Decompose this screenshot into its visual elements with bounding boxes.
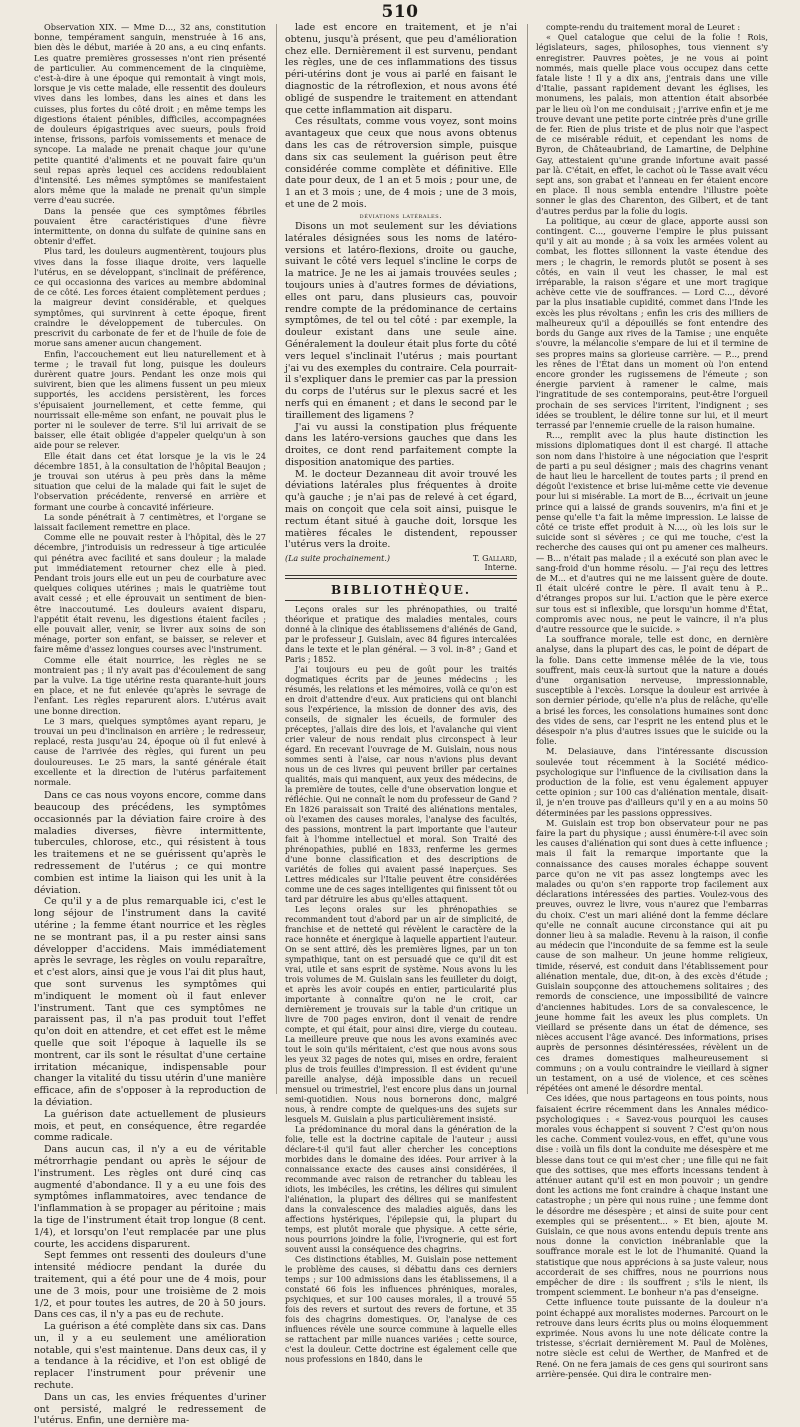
paragraph: Dans un cas, les envies fréquentes d'uriner ont persisté, malgré le redressement de l'utérus. Enfin, une dernière ma- bbox=[34, 1391, 266, 1427]
paragraph: Enfin, l'accouchement eut lieu naturellement et à terme ; le travail fut long, puisque les douleurs durèrent quatre jours. Pendant les onze mois qui suivirent, bien que les alimens fussent un peu mieux supportés, les accidens persistèrent, les forces s'épuisaient journellement, et cette femme, qui nourrissait elle-même son enfant, ne pouvait plus le porter ni le soulever de terre. S'il lui arrivait de se baisser, elle était obligée d'appeler quelqu'un à son aide pour se relever. bbox=[34, 348, 266, 451]
book-citation: Leçons orales sur les phrénopathies, ou traité théorique et pratique des maladies mentales, cours donné à la clinique des établissemens d'aliénés de Gand, par le professeur J. Guislain, avec 84 figures intercalées dans le texte et le plan général. — 3 vol. in-8° ; Gand et Paris ; 1852. bbox=[285, 605, 517, 665]
paragraph: Elle était dans cet état lorsque je la vis le 24 décembre 1851, à la consultation de l'hôpital Beaujon ; je trouvai son utérus à peu près dans la même situation que celui de la malade qui fait le sujet de l'observation précédente, renversé en arrière et formant une courbe à concavité inférieure. bbox=[34, 450, 266, 512]
section-heading: déviations latérales. bbox=[359, 210, 443, 220]
section-title: BIBLIOTHÈQUE. bbox=[330, 583, 472, 598]
paragraph: Le 3 mars, quelques symptômes ayant reparu, je trouvai un peu d'inclinaison en arrière ; le redresseur, replacé, resta jusqu'au 24, époque où il fut enlevé à cause de l'arrivée des règles, qui furent un peu douloureuses. Le 25 mars, la santé générale était excellente et la direction de l'utérus parfaitement normale. bbox=[34, 715, 266, 788]
paragraph: Dans ce cas nous voyons encore, comme dans beaucoup des précédens, les symptômes occasionnés par la déviation faire croire à des maladies diverses, fièvre intermittente, tubercules, chlorose, etc., qui résistent à tous les traitemens et ne se guérissent qu'après le redressement de l'utérus ; ce qui montre combien est intime la liaison qui les unit à la déviation. bbox=[34, 790, 266, 896]
paragraph: La sonde pénétrait à 7 centimètres, et l'organe se laissait facilement remettre en place. bbox=[34, 511, 266, 532]
paragraph: Dans aucun cas, il n'y a eu de véritable métrorrhagie pendant ou après le séjour de l'instrument. Les règles ont duré cinq cas augmenté d'abondance. Il y a eu une fois des symptômes inflammatoires, avec tendance de l'inflammation à se propager au péritoine ; mais la tige de l'instrument était trop longue (8 cent. 1/4), et lorsqu'on l'eut remplacée par une plus courte, les accidens disparurent. bbox=[34, 1144, 266, 1250]
paragraph: M. Delasiauve, dans l'intéressante discussion soulevée tout récemment à la Société médico-psychologique sur l'influence de la civilisation dans la production de la folie, est venu également appuyer cette opinion ; sur 100 cas d'aliénation mentale, disait-il, je n'en trouve pas d'ailleurs qu'il y en a au moins 50 déterminées par les passions oppressives. bbox=[536, 746, 768, 818]
column-right bbox=[536, 22, 768, 1379]
paragraph: Ce qu'il y a de plus remarquable ici, c'est le long séjour de l'instrument dans la cavité utérine ; la femme étant nourrice et les règles ne se montrant pas, il a pu rester ainsi sans développer d'accidens. Mais immédiatement après le sevrage, les règles on voulu reparaître, et c'est alors, ainsi que je vous l'ai dit plus haut, que sont survenus les symptômes qui m'indiquent le moment où il faut enlever l'instrument. Tant que ces symptômes ne paraissent pas, il n'a pas produit tout l'effet qu'on doit en attendre, et cet effet est le même quelle que soit l'époque à laquelle ils se montrent, car ils sont le résultat d'une certaine irritation mécanique, indispensable pour changer la vitalité du tissu utérin d'une manière efficace, afin de s'opposer à la reproduction de la déviation. bbox=[34, 896, 266, 1108]
signature bbox=[473, 554, 517, 572]
divider bbox=[285, 600, 517, 601]
paragraph: R..., remplit avec la plus haute distinction les missions diplomatiques dont il est chargé. Il attache son nom dans l'histoire à une négociation que l'esprit de parti a pu seul désigner ; mais des chagrins venant de haut lieu le harcellent de toutes parts ; il prend en dégoût l'existence et brise lui-même cette vie devenue pour lui si misérable. La mort de B..., écrivait un jeune prince qui a laissé de grands souvenirs, m'a fini et je pense qu'elle t'a fait la même impression. Le laisse de côté ce triste effet produit à N...., où les lois sur le suicide sont si sévères ; ce qui me touche, c'est la recherche des causes qui ont pu amener ces malheurs. — B... n'était pas malade ; il a exécuté son plan avec le sang-froid d'un homme résolu. — J'ai reçu des lettres de M... et d'autres qui ne me laissent guère de doute. Il était ulcéré contre le père. Il avait tenu à P... d'étranges propos sur lui. L'action que le père exerce sur tous est si inflexible, que lorsqu'un homme d'État, compromis avec nous, ne peut le vaincre, il n'a plus d'autre ressource que le suicide. » bbox=[536, 430, 768, 634]
paragraph: La guérison a été complète dans six cas. Dans un, il y a eu seulement une amélioration notable, qui s'est maintenue. Dans deux cas, il y a tendance à la récidive, et l'on est obligé de replacer l'instrument pour prévenir une rechute. bbox=[34, 1321, 266, 1392]
paragraph: M. le docteur Dezanneau dit avoir trouvé les déviations latérales plus fréquentes à droite qu'à gauche ; je n'ai pas de relevé à cet égard, mais on conçoit que cela soit ainsi, puisque le rectum étant situé à gauche doit, lorsque les matières fécales le distendent, repousser l'utérus vers la droite. bbox=[285, 468, 517, 551]
column-left bbox=[34, 22, 266, 1427]
page-number: 510 bbox=[381, 2, 419, 22]
column-divider bbox=[276, 24, 277, 1094]
paragraph: J'ai toujours eu peu de goût pour les traités dogmatiques écrits par de jeunes médecins ; les résumés, les relations et les mémoires, voilà ce qu'on est en droit d'attendre d'eux. Aux praticiens qui ont blanchi sous l'expérience, la mission de donner des avis, des conseils, de signaler les écueils, de formuler des préceptes, j'allais dire des lois, et l'avalanche qui vient crier valeur de nous rendait plus circonspect à leur égard. En recevant l'ouvrage de M. Guislain, nous nous sommes senti à l'aise, car nous n'avions plus devant nous un de ces livres qui peuvent briller par certaines qualités, mais qui manquent, aux yeux des médecins, de la première de toutes, celle d'une observation longue et réfléchie. Qui ne connaît le nom du professeur de Gand ? En 1826 paraissait son Traité des aliénations mentales, où l'examen des causes morales, l'analyse des facultés, des passions, montrent la part importante que l'auteur fait à l'homme intellectuel et moral. Son Traité des phrénopathies, publié en 1833, renferme les germes d'une bonne classification et des descriptions de variétés de folies qui avaient passé inaperçues. Ses Lettres médicales sur l'Italie peuvent être considérées comme une de ces sages intelligentes qui finissent tôt ou tard par détruire les abus qu'elles attaquent. bbox=[285, 665, 517, 905]
paragraph: La guérison date actuellement de plusieurs mois, et peut, en conséquence, être regardée comme radicale. bbox=[34, 1108, 266, 1144]
author-title: Interne. bbox=[484, 563, 517, 573]
paragraph: lade est encore en traitement, et je n'ai obtenu, jusqu'à présent, que peu d'amélioration chez elle. Dernièrement il est survenu, pendant les règles, une de ces inflammations des tissus péri-utérins dont je vous ai parlé en faisant le diagnostic de la rétroflexion, et nous avons été obligé de suspendre le traitement en attendant que cette inflammation ait disparu. bbox=[285, 22, 517, 116]
paragraph: Comme elle ne pouvait rester à l'hôpital, dès le 27 décembre, j'introduisis un redresseur à tige articulée qui pénétra avec facilité et sans douleur ; la malade put immédiatement retourner chez elle à pied. Pendant trois jours elle eut un peu de courbature avec quelques coliques utérines ; mais le quatrième tout avait cessé ; et elle éprouvait un sentiment de bien-être inaccoutumé. Les douleurs avaient disparu, l'appétit était revenu, les digestions étaient faciles ; elle pouvait aller, venir, se livrer aux soins de son ménage, porter son enfant, se baisser, se relever et faire même d'assez longues courses avec l'instrument. bbox=[34, 532, 266, 655]
divider bbox=[285, 578, 517, 579]
paragraph: Sept femmes ont ressenti des douleurs d'une intensité médiocre pendant la durée du traitement, qui a été pour une de 4 mois, pour une de 3 mois, pour une troisième de 2 mois 1/2, et pour toutes les autres, de 20 à 50 jours. Dans ces cas, il n'y a pas eu de rechute. bbox=[34, 1250, 266, 1321]
paragraph: J'ai vu aussi la constipation plus fréquente dans les latéro-versions gauches que dans les droites, ce dont rend parfaitement compte la disposition anatomique des parties. bbox=[285, 421, 517, 468]
paragraph: Ces idées, que nous partageons en tous points, nous faisaient écrire récemment dans les Annales médico-psychologiques : « Savez-vous pourquoi les causes morales vous échappent si souvent ? C'est qu'on nous les cache. Comment voulez-vous, en effet, qu'une vous dise : voilà un fils dont la conduite me désespère et me blesse dans tout ce qui m'est cher ; une fille qui ne fait que des sottises, que mes efforts incessans tendent à atténuer autant qu'il est en mon pouvoir ; un gendre dont les actions me font craindre à chaque instant une catastrophe ; un père qui nous ruine ; une femme dont le désordre me désespère ; et ainsi de suite pour cent exemples qui se présentent... » Et bien, ajoute M. Guislain, ce que nous avons entendu depuis trente ans nous donne la conviction inébranlable que la souffrance morale est le lot de l'humanité. Quand la statistique que nous apprécions à sa juste valeur, nous accorderait de ses chiffres, nous ne pourrions nous empêcher de dire : ils souffrent ; s'ils le nient, ils trompent sciemment. Le bonheur n'a pas d'enseigne. bbox=[536, 1093, 768, 1298]
divider bbox=[285, 575, 517, 576]
column-middle bbox=[285, 22, 517, 1365]
observation-paragraph: Observation XIX. — Mme D..., 32 ans, constitution bonne, tempérament sanguin, menstruée à 16 ans, bien dès le début, mariée à 20 ans, a eu cinq enfants. Les quatre premières grossesses n'ont rien présenté de particulier. Au commencement de la cinquième, c'est-à-dire à une époque qui remontait à vingt mois, lorsque je vis cette malade, elle ressentit des douleurs vives dans les lombes, dans les aines et dans les cuisses, plus fortes du côté droit ; en même temps les digestions étaient pénibles, difficiles, accompagnées de douleurs épigastriques avec sueurs, pouls froid intense, frissons, parfois vomissements et menace de syncope. La malade ne prenait chaque jour qu'une petite quantité d'aliments et ne pouvait faire qu'un seul repas après lequel ces accidens redoublaient d'intensité. Les mêmes symptômes se manifestaient alors même que la malade ne prenait qu'un simple verre d'eau sucrée. bbox=[34, 22, 266, 206]
paragraph: Ces résultats, comme vous voyez, sont moins avantageux que ceux que nous avons obtenus dans les cas de rétroversion simple, puisque dans six cas seulement la guérison peut être considérée comme complète et définitive. Elle date pour deux, de 1 an et 5 mois ; pour une, de 1 an et 3 mois ; une, de 4 mois ; une de 3 mois, et une de 2 mois. bbox=[285, 116, 517, 210]
paragraph: Cette influence toute puissante de la douleur n'a point échappé aux moralistes modernes. Parcourt on le retrouve dans leurs écrits plus ou moins éloquemment exprimée. Nous avons lu une note délicate contre la tristesse, s'écriait dernièrement M. Paul de Molènes, notre siècle est celui de Werther, de Manfred et de René. On ne fera jamais de ces gens qui souriront sans arrière-pensée. Qui dira le contraire men- bbox=[536, 1297, 768, 1379]
quote-paragraph: « Quel catalogue que celui de la folie ! Rois, législateurs, sages, philosophes, tous viennent s'y enregistrer. Pauvres poètes, je ne vous ai point nommés, mais quelle place vous occupez dans cette fatale liste ! Il y a dix ans, j'entrais dans une ville d'Italie, passant rapidement devant les églises, les monumens, les palais, mon attention était absorbée par le lieu où l'on me conduisait ; j'arrive enfin et je me trouve devant une petite porte cintrée près d'une grille de fer. Rien de plus triste et de plus noir que l'aspect de ce misérable réduit, et cependant les noms de Byron, de Châteaubriand, de Lamartine, de Delphine Gay, attestaient qu'une grande infortune avait passé par là. C'était, en effet, le cachot où le Tasse avait vécu sept ans, son grabat et l'anneau en fer étaient encore en place. Il nous sembla entendre l'illustre poète sonner le glas des Charenton, des Gilbert, et de tant d'autres perdus par la folie du logis. bbox=[536, 32, 768, 216]
author-name: T. Gallard, bbox=[472, 554, 517, 564]
paragraph: La souffrance morale, telle est donc, en dernière analyse, dans la plupart des cas, le point de départ de la folie. Dans cette immense mêlée de la vie, tous souffrent, mais ceux-là surtout que la nature a doués d'une organisation nerveuse, impressionnable, susceptible à l'excès. Lorsque la douleur est arrivée à son dernier période, qu'elle n'a plus de relâche, qu'elle a brisé les forces, les consolations humaines sont donc des vides de sens, car l'esprit ne les entend plus et le désespoir n'a plus d'autres issues que le suicide ou la folie. bbox=[536, 634, 768, 747]
paragraph: compte-rendu du traitement moral de Leuret : bbox=[546, 22, 741, 32]
paragraph: Ces distinctions établies, M. Guislain pose nettement le problème des causes, si débattu dans ces derniers temps ; sur 100 admissions dans les établissemens, il a constaté 66 fois les influences phréniques, morales, psychiques, et sur 100 causes morales, il a trouvé 55 fois des revers et surtout des revers de fortune, et 35 fois des chagrins domestiques. Or, l'analyse de ces influences révèle une source commune à laquelle elles se rattachent par mille nuances variées ; cette source, c'est la douleur. Cette doctrine est également celle que nous professions en 1840, dans le bbox=[285, 1255, 517, 1365]
paragraph: Comme elle était nourrice, les règles ne se montraient pas ; il n'y avait pas d'écoulement de sang par la vulve. La tige utérine resta quarante-huit jours en place, et ne fut enlevée qu'après le sevrage de l'enfant. Les règles reparurent alors. L'utérus avait une bonne direction. bbox=[34, 654, 266, 716]
article-footer bbox=[285, 554, 517, 572]
paragraph: Disons un mot seulement sur les déviations latérales désignées sous les noms de latéro-versions et latéro-flexions, droite ou gauche, suivant le côté vers lequel s'incline le corps de la matrice. Je ne les ai jamais trouvées seules ; toujours unies à d'autres formes de déviations, elles ont paru, dans plusieurs cas, pouvoir rendre compte de la prédominance de certains symptômes, de tel ou tel côté : par exemple, la douleur existant dans une seule aine. Généralement la douleur était plus forte du côté vers lequel s'inclinait l'utérus ; mais pourtant j'ai vu des exemples du contraire. Cela pourrait-il s'expliquer dans le premier cas par la pression du corps de l'utérus sur le plexus sacré et les nerfs qui en émanent ; et dans le second par le tiraillement des ligamens ? bbox=[285, 220, 517, 421]
paragraph: Plus tard, les douleurs augmentèrent, toujours plus vives dans la fosse iliaque droite, vers laquelle l'utérus, en se développant, s'inclinait de préférence, ce qui occasionna des varices au membre abdominal de ce côté. Les forces étaient complètement perdues ; la maigreur devint considérable, et quelques symptômes, qui survinrent à cette époque, firent craindre le développement de tubercules. On prescrivit du carbonate de fer et de l'huile de foie de morue sans amener aucun changement. bbox=[34, 246, 266, 349]
paragraph: La politique, au cœur de glace, apporte aussi son contingent. C..., gouverne l'empire le plus puissant qu'il y ait au monde ; à sa voix les armées volent au combat, les flottes sillonnent la vaste étendue des mers ; le chagrin, le remords plutôt se posent à ses côtés, en vain il veut les chasser, le mal est irréparable, la raison s'égare et une mort tragique achève cette vie de souffrances. — Lord C..., dévoré par la plus insatiable cupidité, commet dans l'Inde les excès les plus révoltans ; enfin les cris des milliers de malheureux qu'il a dépouillés se font entendre des bords du Gange aux rives de la Tamise ; une enquête s'ouvre, la mélancolie s'empare de lui et il termine de ses propres mains sa glorieuse carrière. — P..., prend les rênes de l'État dans un moment où l'on entend encore gronder les rugissemens de l'émeute ; son énergie parvient à ramener le calme, mais l'ingratitude de ses contemporains, peut-être l'orgueil prochain de ses services l'irritent, l'indignent ; ses idées se troublent, le délire tonne sur lui, et il meurt terrassé par l'ennemie cruelle de la raison humaine. bbox=[536, 215, 768, 430]
paragraph: M. Guislain est trop bon observateur pour ne pas faire la part du physique ; aussi énumère-t-il avec soin les causes d'aliénation qui sont dues à cette influence ; mais il fait la remarque importante que la connaissance des causes morales échappe souvent parce qu'on ne vit pas assez longtemps avec les malades ou qu'on s'en rapporte trop facilement aux déclarations intéressées des parties. Voulez-vous des preuves, ouvrez le livre, vous n'aurez que l'embarras du choix. C'est un mari aliéné dont la femme déclare qu'elle ne connaît aucune circonstance qui ait pu donner lieu à sa maladie. Revenu à la raison, il confie au médecin que l'inconduite de sa femme est la seule cause de son malheur. Un jeune homme religieux, timide, réservé, est conduit dans l'établissement pour aliénation mentale, due, dit-on, à des excès d'étude ; Guislain soupçonne des attouchemens solitaires ; des remords de conscience, une impossibilité de vaincre d'anciennes habitudes. Lors de sa convalescence, le jeune homme fait les aveux les plus complets. Un vieillard se présente dans un état de démence, ses nièces accusent l'âge avancé. Des informations, prises auprès de personnes désintéressées, révèlent un de ces drames domestiques malheureusement si communs ; on a voulu contraindre le vieillard à signer un testament, on a usé de violence, et ces scènes répétées ont amené le désordre mental. bbox=[536, 817, 768, 1094]
paragraph: Les leçons orales sur les phrénopathies se recommandent tout d'abord par un air de simplicité, de franchise et de netteté qui révèlent le caractère de la race honnête et énergique à laquelle appartient l'auteur. On se sent attiré, dès les premières lignes, par un ton sympathique, tant on est persuadé que ce qu'il dit est vrai, utile et sans esprit de système. Nous avons lu les trois volumes de M. Guislain sans les feuilleter du doigt, et après les avoir coupés en entier, particularité plus importante à connaître qu'on ne le croit, car dernièrement je trouvais sur la table d'un critique un livre de 700 pages environ, dont il venait de rendre compte, et qui était, pour ainsi dire, vierge du couteau. La meilleure preuve que nous les avons examinés avec tout le soin qu'ils méritaient, c'est que nous avons sous les yeux 32 pages de notes qui, mises en ordre, feraient plus de trois feuilles d'impression. Il est évident qu'une pareille analyse, déjà impossible dans un recueil mensuel ou trimestriel, l'est encore plus dans un journal semi-quotidien. Nous nous bornerons donc, malgré nous, à rendre compte de quelques-uns des sujets sur lesquels M. Guislain a plus particulièrement insisté. bbox=[285, 905, 517, 1125]
paragraph: La prédominance du moral dans la génération de la folie, telle est la doctrine capitale de l'auteur ; aussi déclare-t-il qu'il faut aller chercher les conceptions morbides dans le domaine des idées. Pour arriver à la connaissance exacte des causes ainsi considérées, il recommande avec raison de retrancher du tableau les idiots, les imbéciles, les crétins, les délires qui simulent l'aliénation, la plupart des délires qui se manifestent dans la convalescence des maladies aiguës, dans les affections hystériques, l'épilepsie qui, la plupart du temps, est plutôt morale que physique. A cette série, nous pourrions joindre la folie, l'ivrognerie, qui est fort souvent aussi la conséquence des chagrins. bbox=[285, 1125, 517, 1255]
paragraph: Dans la pensée que ces symptômes fébriles pouvaient être caractéristiques d'une fièvre intermittente, on donna du sulfate de quinine sans en obtenir d'effet. bbox=[34, 205, 266, 247]
column-divider bbox=[527, 24, 528, 1094]
continuation-note: (La suite prochainement.) bbox=[285, 554, 391, 564]
